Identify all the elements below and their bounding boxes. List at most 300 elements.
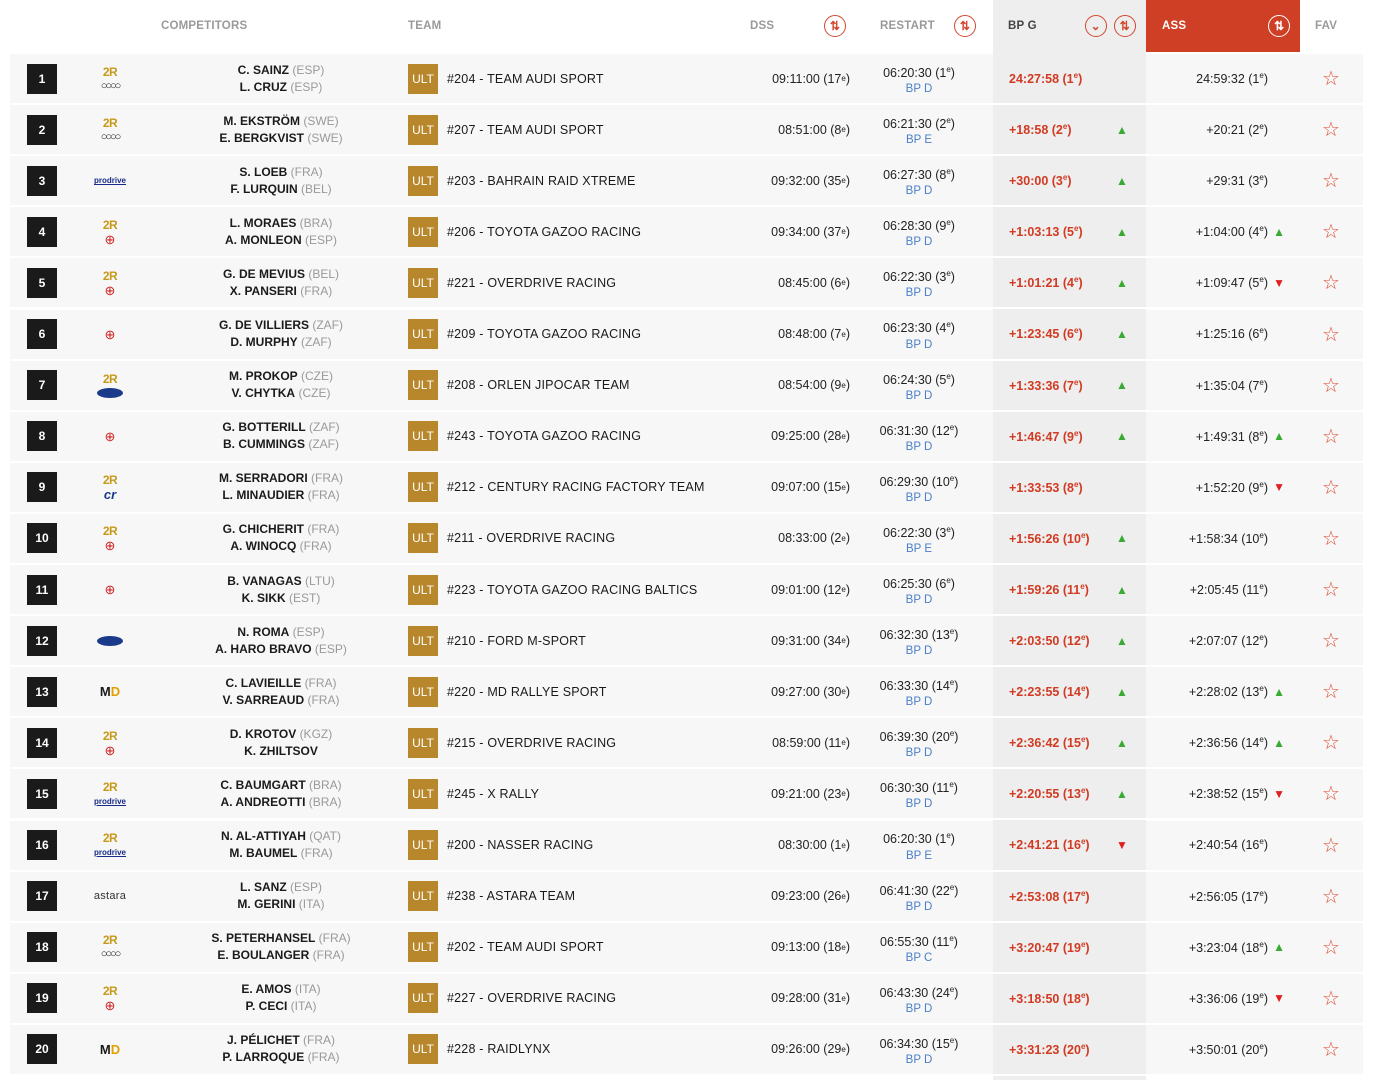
driver[interactable]: S. PETERHANSEL (FRA) xyxy=(211,931,351,946)
driver[interactable]: G. DE MEVIUS (BEL) xyxy=(222,266,340,281)
driver[interactable]: G. DE VILLIERS (ZAF) xyxy=(218,318,343,332)
table-row[interactable] xyxy=(10,207,1363,258)
ass-time: +3:23:04 (18e) ▲ xyxy=(1188,939,1285,955)
dss-time: 09:21:00 (23 e ) xyxy=(771,786,850,801)
dss-time: 09:07:00 (15 e ) xyxy=(771,480,850,495)
table-row[interactable] xyxy=(10,923,1363,974)
arrow-up-icon: ▲ xyxy=(1116,122,1128,137)
co-driver[interactable]: M. GERINI (ITA) xyxy=(237,897,325,912)
arrow-up-icon: ▲ xyxy=(1273,429,1285,444)
restart-time: 06:21:30 (2e) BP E xyxy=(883,116,955,147)
team-name: #200 - NASSER RACING xyxy=(447,838,594,852)
2r-logo: 2R xyxy=(102,217,118,232)
competitors[interactable] xyxy=(161,463,401,512)
prodrive-logo: prodrive xyxy=(93,848,126,857)
audi-logo: ○○○○ xyxy=(100,948,120,961)
restart-time: 06:55:30 (11e) BP C xyxy=(880,933,958,964)
team[interactable] xyxy=(408,718,728,767)
ass-time: +1:49:31 (8e) ▲ xyxy=(1195,428,1285,444)
toyota-logo: ⊕ xyxy=(104,428,116,444)
competitors[interactable] xyxy=(161,974,401,1023)
co-driver[interactable]: A. MONLEON (ESP) xyxy=(224,232,338,247)
sort-icon: ⇅ xyxy=(954,15,976,37)
dss-time: 08:45:00 (6 e ) xyxy=(778,275,850,290)
competitors[interactable] xyxy=(161,156,401,205)
co-driver[interactable]: L. MINAUDIER (FRA) xyxy=(222,488,340,503)
competitors[interactable] xyxy=(161,514,401,563)
team-name: #210 - FORD M-SPORT xyxy=(447,633,587,648)
bpg-time: +1:33:53 (8e) xyxy=(993,463,1146,512)
brand-logos xyxy=(88,514,132,563)
co-driver[interactable]: A. ANDREOTTI (BRA) xyxy=(220,794,342,809)
position: 8 xyxy=(27,412,57,461)
table-row[interactable] xyxy=(10,54,1363,105)
favorite-star-icon[interactable]: ☆ xyxy=(1322,374,1340,397)
class-badge: ULT xyxy=(408,421,438,451)
restart-time: 06:25:30 (6e) BP D xyxy=(883,575,955,607)
arrow-up-icon: ▲ xyxy=(1116,327,1128,341)
brand-logos xyxy=(88,310,132,359)
2r-logo: 2R xyxy=(102,473,118,488)
team-name: #207 - TEAM AUDI SPORT xyxy=(447,122,604,137)
co-driver[interactable]: K. SIKK (EST) xyxy=(241,590,321,605)
team-name: #221 - OVERDRIVE RACING xyxy=(447,275,617,290)
co-driver[interactable]: A. HARO BRAVO (ESP) xyxy=(215,641,347,656)
co-driver[interactable]: K. ZHILTSOV xyxy=(244,743,318,758)
competitors[interactable] xyxy=(161,667,401,716)
brand-logos xyxy=(88,412,132,461)
class-badge: ULT xyxy=(408,932,438,962)
team-name: #215 - OVERDRIVE RACING xyxy=(447,735,617,750)
team-name: #245 - X RALLY xyxy=(447,786,540,801)
bpg-time: +2:03:50 (12e) ▲ xyxy=(993,616,1146,665)
competitors[interactable] xyxy=(161,821,401,870)
position: 12 xyxy=(27,616,57,665)
table-row[interactable] xyxy=(10,412,1363,463)
dss-time: 09:32:00 (35 e ) xyxy=(771,173,850,188)
team[interactable] xyxy=(408,156,728,205)
dss-time: 09:31:00 (34 e ) xyxy=(771,633,850,648)
arrow-down-icon: ▼ xyxy=(1273,480,1285,495)
sort-icon[interactable]: ⇅ xyxy=(1114,15,1136,37)
bpg-time: +2:23:55 (14e) ▲ xyxy=(993,667,1146,716)
co-driver[interactable]: V. CHYTKA (CZE) xyxy=(231,386,331,401)
favorite-star-icon[interactable]: ☆ xyxy=(1322,630,1340,653)
driver[interactable]: M. SERRADORI (FRA) xyxy=(218,471,343,486)
toyota-logo: ⊕ xyxy=(104,231,116,247)
team[interactable] xyxy=(408,310,728,359)
class-badge: ULT xyxy=(408,881,438,911)
header-bpg[interactable]: BP G ⌄ ⇅ xyxy=(993,0,1146,52)
class-badge: ULT xyxy=(408,268,438,298)
restart-time: 06:39:30 (20e) BP D xyxy=(879,729,959,760)
ford-logo xyxy=(97,388,123,398)
co-driver[interactable]: A. WINOCQ (FRA) xyxy=(230,539,332,554)
team-name: #238 - ASTARA TEAM xyxy=(447,889,576,904)
class-badge: ULT xyxy=(408,472,438,502)
arrow-up-icon: ▲ xyxy=(1116,582,1128,597)
brand-logos xyxy=(88,872,132,921)
bpg-time: +1:59:26 (11e) ▲ xyxy=(993,565,1146,614)
restart-time: 06:22:30 (3e) BP D xyxy=(883,269,955,300)
restart-time: 06:27:30 (8e) BP D xyxy=(883,167,955,198)
toyota-logo: ⊕ xyxy=(104,282,116,298)
favorite-star-icon[interactable]: ☆ xyxy=(1322,783,1340,806)
ford-logo xyxy=(97,636,123,646)
position: 15 xyxy=(27,769,57,818)
position: 6 xyxy=(27,310,57,359)
team[interactable] xyxy=(408,923,728,972)
arrow-up-icon: ▲ xyxy=(1273,735,1285,750)
brand-logos xyxy=(88,616,132,665)
position: 4 xyxy=(27,207,57,256)
team[interactable] xyxy=(408,769,728,818)
competitors[interactable] xyxy=(161,718,401,767)
competitors[interactable] xyxy=(161,361,401,410)
class-badge: ULT xyxy=(408,575,438,605)
restart-time: 06:30:30 (11e) BP D xyxy=(880,780,958,811)
restart-time: 06:28:30 (9e) BP D xyxy=(883,218,955,249)
team[interactable] xyxy=(408,361,728,410)
co-driver[interactable]: V. SARREAUD (FRA) xyxy=(222,692,340,707)
dss-time: 08:59:00 (11 e ) xyxy=(772,735,850,750)
table-row[interactable] xyxy=(10,361,1363,412)
co-driver[interactable]: D. MURPHY (ZAF) xyxy=(230,335,332,349)
restart-sort-button[interactable] xyxy=(954,0,976,52)
driver[interactable]: N. AL-ATTIYAH (QAT) xyxy=(220,829,341,843)
dss-time: 09:25:00 (28 e ) xyxy=(771,429,850,444)
favorite-star-icon[interactable]: ☆ xyxy=(1322,936,1340,959)
arrow-up-icon: ▲ xyxy=(1116,684,1128,699)
table-row[interactable] xyxy=(10,514,1363,565)
dss-time: 09:13:00 (18 e ) xyxy=(771,940,850,955)
driver[interactable]: C. SAINZ (ESP) xyxy=(237,62,325,77)
prodrive-logo: prodrive xyxy=(93,796,126,806)
team[interactable] xyxy=(408,54,728,103)
arrow-up-icon: ▲ xyxy=(1116,275,1128,290)
2r-logo: 2R xyxy=(102,64,118,79)
bpg-time: +3:18:50 (18e) xyxy=(993,974,1146,1023)
2r-logo: 2R xyxy=(102,984,118,999)
table-row[interactable] xyxy=(10,667,1363,718)
driver[interactable]: C. BAUMGART (BRA) xyxy=(220,777,342,792)
team[interactable] xyxy=(408,412,728,461)
team-name: #228 - RAIDLYNX xyxy=(447,1042,551,1057)
brand-logos xyxy=(88,565,132,614)
arrow-up-icon: ▲ xyxy=(1116,429,1128,444)
ass-time: 24:59:32 (1e) xyxy=(1196,70,1268,87)
competitors[interactable] xyxy=(161,54,401,103)
favorite-star-icon[interactable]: ☆ xyxy=(1322,476,1340,499)
astara-logo: astara xyxy=(93,890,127,903)
position: 14 xyxy=(27,718,57,767)
class-badge: ULT xyxy=(408,523,438,553)
dss-time: 08:30:00 (1 e ) xyxy=(778,838,850,852)
2r-logo: 2R xyxy=(102,779,118,794)
table-row[interactable] xyxy=(10,1025,1363,1076)
class-badge: ULT xyxy=(408,626,438,656)
competitors[interactable] xyxy=(161,412,401,461)
2r-logo: 2R xyxy=(102,933,118,948)
audi-logo: ○○○○ xyxy=(100,130,120,143)
dss-time: 08:33:00 (2 e ) xyxy=(778,531,850,546)
ass-time: +3:36:06 (19e) ▼ xyxy=(1188,990,1285,1006)
competitors[interactable] xyxy=(161,105,401,154)
driver[interactable]: G. CHICHERIT (FRA) xyxy=(222,522,340,537)
driver[interactable]: L. MORAES (BRA) xyxy=(229,215,333,230)
header-dss[interactable]: DSS xyxy=(750,20,775,32)
table-row[interactable] xyxy=(10,718,1363,769)
dss-time: 09:01:00 (12 e ) xyxy=(771,582,850,597)
team[interactable] xyxy=(408,565,728,614)
2r-logo: 2R xyxy=(102,268,118,283)
team[interactable] xyxy=(408,514,728,563)
brand-logos xyxy=(88,923,132,972)
2r-logo: 2R xyxy=(102,831,118,845)
ass-time: +20:21 (2e) xyxy=(1206,122,1268,138)
bpg-time: +1:03:13 (5e) ▲ xyxy=(993,207,1146,256)
header-competitors[interactable]: COMPETITORS xyxy=(161,20,248,32)
co-driver[interactable]: X. PANSERI (FRA) xyxy=(229,283,333,298)
team[interactable] xyxy=(408,463,728,512)
favorite-star-icon[interactable]: ☆ xyxy=(1322,681,1340,704)
table-row[interactable] xyxy=(10,258,1363,309)
class-badge: ULT xyxy=(408,166,438,196)
competitors[interactable] xyxy=(161,1025,401,1074)
driver[interactable]: D. KROTOV (KGZ) xyxy=(229,726,333,741)
favorite-star-icon[interactable]: ☆ xyxy=(1322,323,1340,346)
co-driver[interactable]: E. BOULANGER (FRA) xyxy=(217,948,345,963)
team-name: #206 - TOYOTA GAZOO RACING xyxy=(447,224,642,239)
favorite-star-icon[interactable]: ☆ xyxy=(1322,527,1340,550)
dss-time: 09:26:00 (29 e ) xyxy=(771,1042,850,1057)
position: 7 xyxy=(27,361,57,410)
favorite-star-icon[interactable]: ☆ xyxy=(1322,425,1340,448)
ass-time: +2:36:56 (14e) ▲ xyxy=(1188,735,1285,751)
driver[interactable]: M. PROKOP (CZE) xyxy=(228,369,333,384)
position: 20 xyxy=(27,1025,57,1074)
team[interactable] xyxy=(408,974,728,1023)
favorite-star-icon[interactable]: ☆ xyxy=(1322,579,1340,601)
restart-time: 06:31:30 (12e) BP D xyxy=(879,422,959,453)
co-driver[interactable]: E. BERGKVIST (SWE) xyxy=(219,130,343,145)
bpg-time: +1:46:47 (9e) ▲ xyxy=(993,412,1146,461)
team-name: #211 - OVERDRIVE RACING xyxy=(447,531,616,546)
ass-time: +2:38:52 (15e) ▼ xyxy=(1188,786,1285,802)
co-driver[interactable]: F. LURQUIN (BEL) xyxy=(230,181,332,196)
toyota-logo: ⊕ xyxy=(104,998,116,1014)
driver[interactable]: M. EKSTRÖM (SWE) xyxy=(223,113,339,128)
table-row[interactable] xyxy=(10,463,1363,514)
bpg-time: +2:36:42 (15e) ▲ xyxy=(993,718,1146,767)
dss-time: 09:23:00 (26 e ) xyxy=(771,889,850,904)
competitors[interactable] xyxy=(161,565,401,614)
header-restart[interactable]: RESTART xyxy=(880,20,935,32)
competitors[interactable] xyxy=(161,769,401,818)
ass-time: +3:50:01 (20e) xyxy=(1188,1041,1268,1057)
co-driver[interactable]: M. BAUMEL (FRA) xyxy=(229,846,333,860)
dss-time: 09:34:00 (37 e ) xyxy=(771,224,850,239)
class-badge: ULT xyxy=(408,728,438,758)
restart-time: 06:20:30 (1e) BP D xyxy=(883,64,955,96)
table-row[interactable] xyxy=(10,310,1363,361)
restart-time: 06:33:30 (14e) BP D xyxy=(879,678,959,709)
ass-time: +29:31 (3e) xyxy=(1206,173,1268,189)
position: 5 xyxy=(27,258,57,307)
audi-logo: ○○○○ xyxy=(100,79,120,92)
team-name: #243 - TOYOTA GAZOO RACING xyxy=(447,429,642,444)
competitors[interactable] xyxy=(161,258,401,307)
restart-time: 06:22:30 (3e) BP E xyxy=(883,524,955,555)
arrow-up-icon: ▲ xyxy=(1116,531,1128,546)
arrow-up-icon: ▲ xyxy=(1273,224,1285,239)
table-row[interactable] xyxy=(10,821,1363,872)
arrow-down-icon: ▼ xyxy=(1273,786,1285,801)
ass-time: +1:58:34 (10e) xyxy=(1188,530,1268,546)
driver[interactable]: G. BOTTERILL (ZAF) xyxy=(222,420,340,435)
co-driver[interactable]: P. CECI (ITA) xyxy=(245,999,317,1014)
driver[interactable]: B. VANAGAS (LTU) xyxy=(227,573,335,588)
position: 18 xyxy=(27,923,57,972)
brand-logos xyxy=(88,361,132,410)
favorite-star-icon[interactable]: ☆ xyxy=(1322,221,1340,244)
favorite-star-icon[interactable]: ☆ xyxy=(1322,170,1340,193)
table-row[interactable] xyxy=(10,105,1363,156)
ass-time: +1:52:20 (9e) ▼ xyxy=(1195,479,1285,495)
team[interactable] xyxy=(408,105,728,154)
2r-logo: 2R xyxy=(102,524,118,539)
table-row[interactable] xyxy=(10,616,1363,667)
chevron-down-icon[interactable]: ⌄ xyxy=(1085,15,1107,37)
favorite-star-icon[interactable]: ☆ xyxy=(1322,272,1340,295)
bpg-time: +2:20:55 (13e) ▲ xyxy=(993,769,1146,818)
co-driver[interactable]: B. CUMMINGS (ZAF) xyxy=(223,437,339,452)
favorite-star-icon[interactable]: ☆ xyxy=(1322,732,1340,755)
dss-time: 09:28:00 (31 e ) xyxy=(771,991,850,1006)
restart-time: 06:29:30 (10e) BP D xyxy=(879,473,959,504)
team[interactable] xyxy=(408,667,728,716)
competitors[interactable] xyxy=(161,872,401,921)
team-name: #209 - TOYOTA GAZOO RACING xyxy=(447,327,642,341)
restart-time: 06:34:30 (15e) BP D xyxy=(879,1035,959,1066)
team-name: #208 - ORLEN JIPOCAR TEAM xyxy=(447,378,630,393)
arrow-down-icon: ▼ xyxy=(1273,275,1285,290)
favorite-star-icon[interactable]: ☆ xyxy=(1322,987,1340,1010)
brand-logos xyxy=(88,974,132,1023)
arrow-up-icon: ▲ xyxy=(1273,940,1285,955)
team[interactable] xyxy=(408,872,728,921)
prodrive-logo: prodrive xyxy=(93,176,126,186)
ass-time: +2:56:05 (17e) xyxy=(1188,888,1268,904)
restart-time: 06:24:30 (5e) BP D xyxy=(883,371,955,402)
ass-time: +1:09:47 (5e) ▼ xyxy=(1195,275,1285,291)
table-row[interactable] xyxy=(10,974,1363,1025)
class-badge: ULT xyxy=(408,677,438,707)
arrow-up-icon: ▲ xyxy=(1116,378,1128,393)
dss-sort-button[interactable] xyxy=(824,0,846,52)
arrow-up-icon: ▲ xyxy=(1273,684,1285,699)
restart-time: 06:20:30 (1e) BP E xyxy=(883,831,955,862)
table-row[interactable] xyxy=(10,872,1363,923)
position: 2 xyxy=(27,105,57,154)
table-row[interactable] xyxy=(10,565,1363,616)
arrow-down-icon: ▼ xyxy=(1116,838,1128,852)
team[interactable] xyxy=(408,1025,728,1074)
arrow-up-icon: ▲ xyxy=(1116,173,1128,188)
favorite-star-icon[interactable]: ☆ xyxy=(1322,885,1340,908)
favorite-star-icon[interactable]: ☆ xyxy=(1322,68,1340,90)
sort-icon: ⇅ xyxy=(824,15,846,37)
ass-time: +2:28:02 (13e) ▲ xyxy=(1188,684,1285,700)
driver[interactable]: E. AMOS (ITA) xyxy=(241,982,321,997)
ass-time: +2:40:54 (16e) xyxy=(1188,837,1268,853)
brand-logos xyxy=(88,769,132,818)
team-name: #227 - OVERDRIVE RACING xyxy=(447,991,617,1006)
md-logo: MD xyxy=(99,684,121,700)
toyota-logo: ⊕ xyxy=(104,326,116,342)
2r-logo: 2R xyxy=(102,728,118,743)
bpg-time: +1:56:26 (10e) ▲ xyxy=(993,514,1146,563)
team-name: #220 - MD RALLYE SPORT xyxy=(447,684,607,699)
team-name: #204 - TEAM AUDI SPORT xyxy=(447,71,604,86)
competitors[interactable] xyxy=(161,207,401,256)
header-team[interactable]: TEAM xyxy=(408,20,442,32)
team[interactable] xyxy=(408,258,728,307)
driver[interactable]: J. PÉLICHET (FRA) xyxy=(226,1033,336,1048)
driver[interactable]: L. SANZ (ESP) xyxy=(239,880,323,895)
co-driver[interactable]: L. CRUZ (ESP) xyxy=(239,79,323,94)
bpg-time: +1:23:45 (6e) ▲ xyxy=(993,310,1146,359)
team[interactable] xyxy=(408,207,728,256)
competitors[interactable] xyxy=(161,310,401,359)
co-driver[interactable]: P. LARROQUE (FRA) xyxy=(222,1050,340,1065)
position: 10 xyxy=(27,514,57,563)
ass-time: +1:25:16 (6e) xyxy=(1195,326,1268,342)
arrow-up-icon: ▲ xyxy=(1116,633,1128,648)
position: 17 xyxy=(27,872,57,921)
class-badge: ULT xyxy=(408,64,438,94)
class-badge: ULT xyxy=(408,370,438,400)
bpg-time: +1:01:21 (4e) ▲ xyxy=(993,258,1146,307)
driver[interactable]: N. ROMA (ESP) xyxy=(237,624,325,639)
competitors[interactable] xyxy=(161,616,401,665)
favorite-star-icon[interactable]: ☆ xyxy=(1322,1038,1340,1061)
favorite-star-icon[interactable]: ☆ xyxy=(1322,834,1340,857)
team[interactable] xyxy=(408,821,728,870)
header-ass[interactable]: ASS ⇅ xyxy=(1146,0,1300,52)
sort-icon[interactable]: ⇅ xyxy=(1268,15,1290,37)
driver[interactable]: C. LAVIEILLE (FRA) xyxy=(225,675,337,690)
driver[interactable]: S. LOEB (FRA) xyxy=(239,164,323,179)
position: 16 xyxy=(27,821,57,870)
table-row[interactable] xyxy=(10,156,1363,207)
class-badge: ULT xyxy=(408,779,438,809)
table-row[interactable] xyxy=(10,769,1363,820)
team-name: #212 - CENTURY RACING FACTORY TEAM xyxy=(447,480,705,495)
arrow-up-icon: ▲ xyxy=(1116,224,1128,239)
brand-logos xyxy=(88,207,132,256)
md-logo: MD xyxy=(99,1041,121,1057)
bpg-time: +30:00 (3e) ▲ xyxy=(993,156,1146,205)
restart-time: 06:43:30 (24e) BP D xyxy=(879,984,959,1015)
bpg-time: +18:58 (2e) ▲ xyxy=(993,105,1146,154)
2r-logo: 2R xyxy=(102,115,118,130)
competitors[interactable] xyxy=(161,923,401,972)
brand-logos xyxy=(88,258,132,307)
arrow-down-icon: ▼ xyxy=(1273,991,1285,1006)
favorite-star-icon[interactable]: ☆ xyxy=(1322,119,1340,142)
team[interactable] xyxy=(408,616,728,665)
